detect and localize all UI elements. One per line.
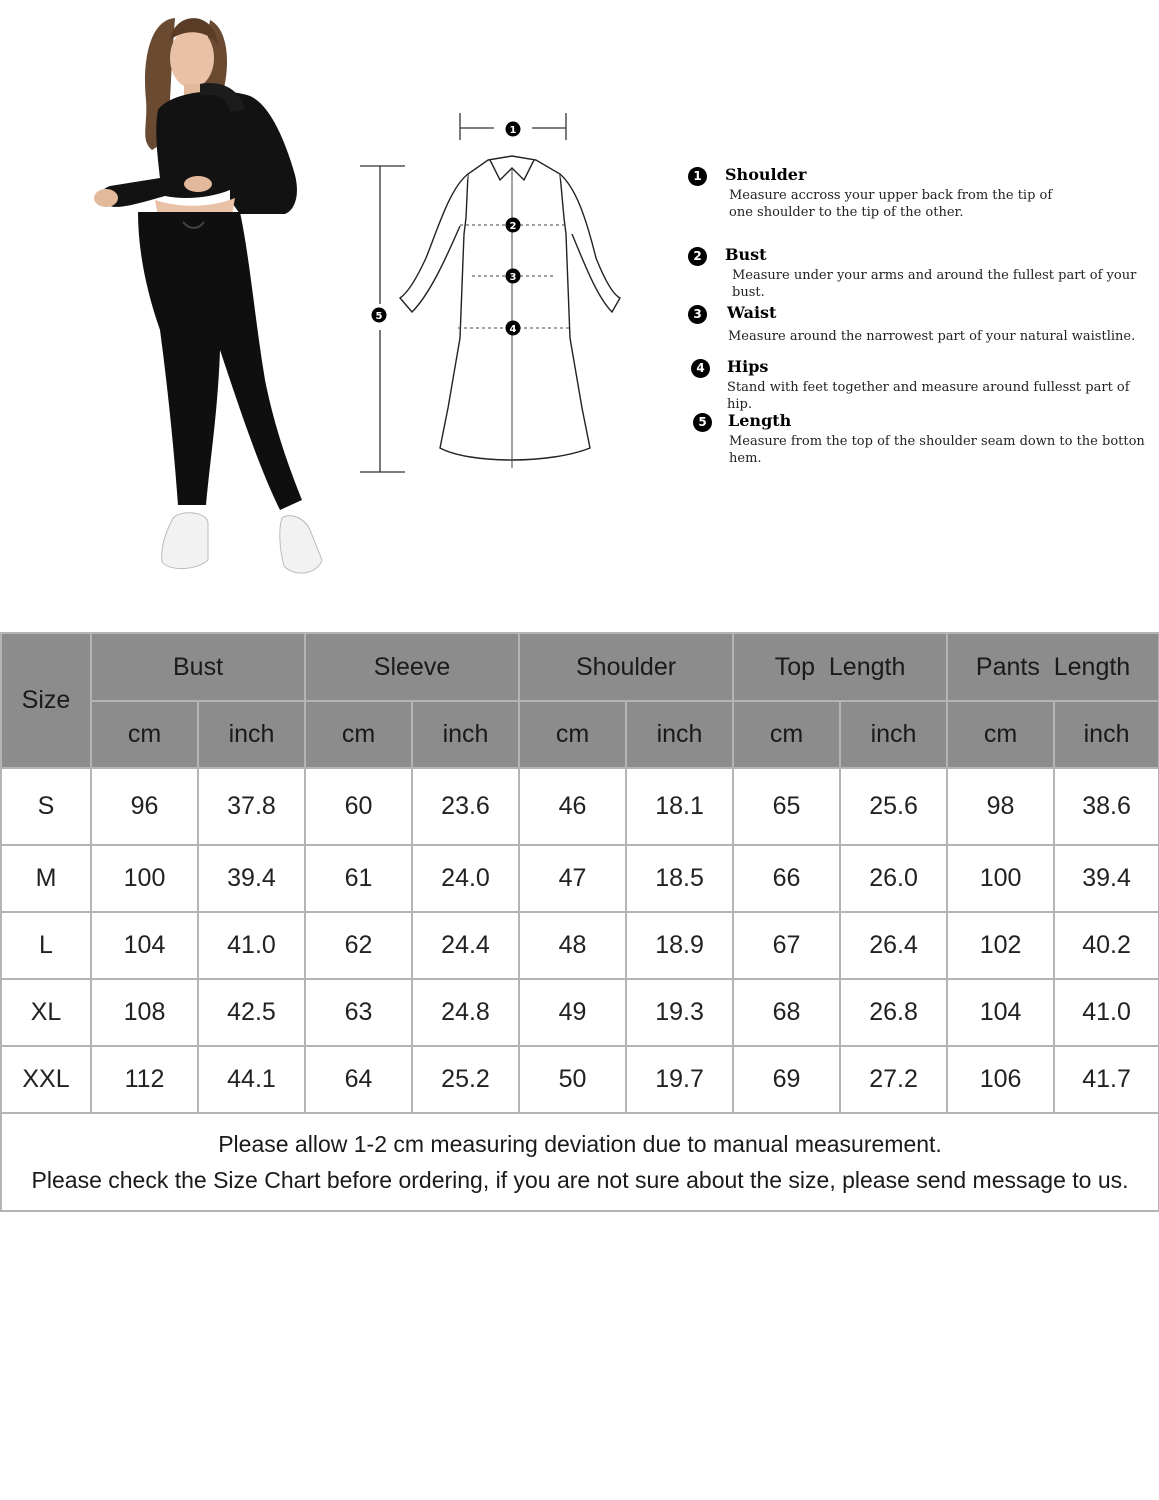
size-chart-table — [0, 632, 1159, 1212]
guide-description: Measure from the top of the shoulder seam down to the botton hem. — [729, 434, 1145, 466]
unit-header: cm — [947, 701, 1054, 768]
value-cell: 39.4 — [1054, 845, 1159, 912]
value-cell: 112 — [91, 1046, 198, 1113]
value-cell: 102 — [947, 912, 1054, 979]
marker-label-3: 3 — [509, 272, 517, 283]
value-cell: 18.1 — [626, 768, 733, 845]
size-header: Size — [1, 633, 91, 768]
guide-number: 4 — [691, 359, 710, 378]
guide-title: Length — [728, 411, 792, 430]
table-row — [1, 845, 1159, 912]
value-cell: 41.7 — [1054, 1046, 1159, 1113]
guide-number: 5 — [693, 413, 712, 432]
guide-description: Measure under your arms and around the fullest part of your bust. — [732, 268, 1137, 300]
value-cell: 47 — [519, 845, 626, 912]
guide-number: 3 — [688, 305, 707, 324]
marker-label-4: 4 — [509, 324, 517, 335]
value-cell: 106 — [947, 1046, 1054, 1113]
marker-label-2: 2 — [509, 221, 517, 232]
group-header-shoulder: Shoulder — [519, 633, 733, 701]
table-note — [1, 1113, 1159, 1211]
value-cell: 69 — [733, 1046, 840, 1113]
value-cell: 100 — [91, 845, 198, 912]
unit-header: inch — [626, 701, 733, 768]
guide-description: Stand with feet together and measure around fullesst part of hip. — [727, 380, 1130, 412]
value-cell: 26.4 — [840, 912, 947, 979]
guide-title: Shoulder — [725, 165, 807, 184]
guide-description: Measure around the narrowest part of your natural waistline. — [728, 329, 1136, 344]
value-cell: 39.4 — [198, 845, 305, 912]
value-cell: 19.7 — [626, 1046, 733, 1113]
group-header-pants-length: Pants Length — [947, 633, 1159, 701]
size-cell: XL — [1, 979, 91, 1046]
value-cell: 19.3 — [626, 979, 733, 1046]
note-check-size: Please check the Size Chart before ordering, if you are not sure about the size, please send message to us. — [31, 1167, 1129, 1193]
value-cell: 104 — [947, 979, 1054, 1046]
value-cell: 37.8 — [198, 768, 305, 845]
note-deviation: Please allow 1-2 cm measuring deviation due to manual measurement. — [218, 1131, 942, 1157]
group-header-sleeve: Sleeve — [305, 633, 519, 701]
dress-measurement-diagram — [350, 108, 650, 488]
guide-title: Waist — [727, 303, 777, 322]
value-cell: 66 — [733, 845, 840, 912]
value-cell: 38.6 — [1054, 768, 1159, 845]
unit-header: inch — [198, 701, 305, 768]
value-cell: 108 — [91, 979, 198, 1046]
value-cell: 63 — [305, 979, 412, 1046]
value-cell: 27.2 — [840, 1046, 947, 1113]
value-cell: 64 — [305, 1046, 412, 1113]
value-cell: 62 — [305, 912, 412, 979]
value-cell: 60 — [305, 768, 412, 845]
unit-header: inch — [412, 701, 519, 768]
value-cell: 49 — [519, 979, 626, 1046]
size-cell: XXL — [1, 1046, 91, 1113]
model-photo — [80, 0, 340, 585]
value-cell: 65 — [733, 768, 840, 845]
guide-title: Bust — [725, 245, 767, 264]
value-cell: 40.2 — [1054, 912, 1159, 979]
unit-header: inch — [840, 701, 947, 768]
size-rows — [1, 768, 1159, 1113]
value-cell: 18.9 — [626, 912, 733, 979]
value-cell: 48 — [519, 912, 626, 979]
guide-description: Measure accross your upper back from the tip of one shoulder to the tip of the other. — [729, 188, 1053, 220]
unit-header: cm — [733, 701, 840, 768]
group-header-top-length: Top Length — [733, 633, 947, 701]
value-cell: 100 — [947, 845, 1054, 912]
size-cell: L — [1, 912, 91, 979]
value-cell: 67 — [733, 912, 840, 979]
value-cell: 24.0 — [412, 845, 519, 912]
value-cell: 25.2 — [412, 1046, 519, 1113]
marker-label-5: 5 — [375, 311, 383, 322]
value-cell: 50 — [519, 1046, 626, 1113]
value-cell: 41.0 — [1054, 979, 1159, 1046]
value-cell: 61 — [305, 845, 412, 912]
value-cell: 96 — [91, 768, 198, 845]
value-cell: 24.4 — [412, 912, 519, 979]
unit-header: cm — [305, 701, 412, 768]
value-cell: 25.6 — [840, 768, 947, 845]
value-cell: 46 — [519, 768, 626, 845]
table-row — [1, 1046, 1159, 1113]
value-cell: 98 — [947, 768, 1054, 845]
guide-number: 2 — [688, 247, 707, 266]
value-cell: 44.1 — [198, 1046, 305, 1113]
value-cell: 41.0 — [198, 912, 305, 979]
table-row — [1, 912, 1159, 979]
unit-header: cm — [519, 701, 626, 768]
value-cell: 42.5 — [198, 979, 305, 1046]
value-cell: 18.5 — [626, 845, 733, 912]
value-cell: 26.8 — [840, 979, 947, 1046]
value-cell: 24.8 — [412, 979, 519, 1046]
marker-label-1: 1 — [509, 125, 517, 136]
guide-number: 1 — [688, 167, 707, 186]
size-cell: M — [1, 845, 91, 912]
guide-title: Hips — [727, 357, 769, 376]
unit-header: cm — [91, 701, 198, 768]
size-cell: S — [1, 768, 91, 845]
value-cell: 68 — [733, 979, 840, 1046]
table-row — [1, 768, 1159, 845]
unit-header: inch — [1054, 701, 1159, 768]
group-header-bust: Bust — [91, 633, 305, 701]
value-cell: 23.6 — [412, 768, 519, 845]
table-row — [1, 979, 1159, 1046]
value-cell: 26.0 — [840, 845, 947, 912]
value-cell: 104 — [91, 912, 198, 979]
